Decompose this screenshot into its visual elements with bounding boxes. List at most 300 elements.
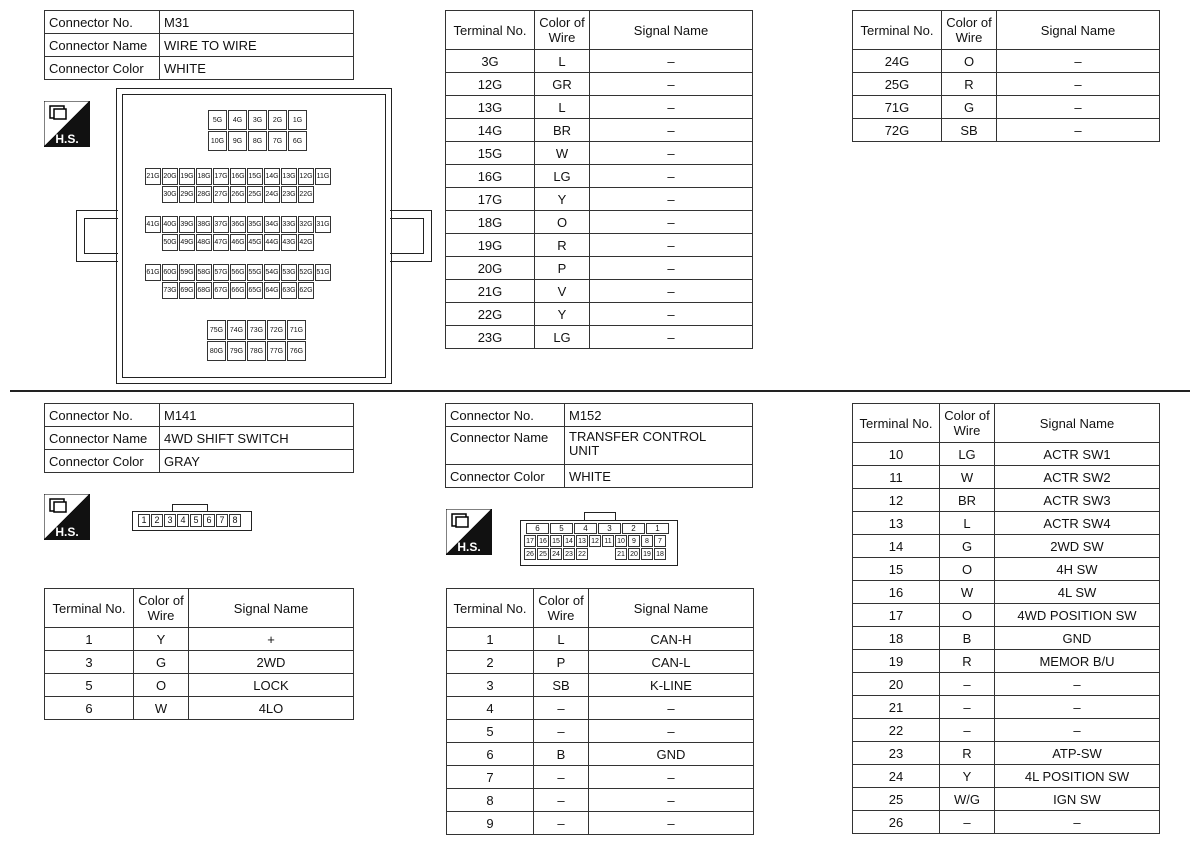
connector-pin: 72G <box>267 320 286 340</box>
wire-color-cell: W <box>940 466 995 489</box>
terminal-no-cell: 1 <box>447 628 534 651</box>
connector-pin: 5 <box>190 514 202 527</box>
connector-pin: 10G <box>208 131 227 151</box>
connector-pin: 4 <box>574 523 597 534</box>
wire-color-header: Color of Wire <box>534 589 589 628</box>
signal-name-header: Signal Name <box>997 11 1160 50</box>
table-row <box>853 466 1160 489</box>
wire-color-cell: – <box>940 719 995 742</box>
connector-pin: 16G <box>230 168 246 185</box>
connector-color-value: WHITE <box>160 57 354 80</box>
table-row <box>446 234 753 257</box>
terminal-no-cell: 12G <box>446 73 535 96</box>
wire-color-cell: W <box>535 142 590 165</box>
wire-color-cell: – <box>534 766 589 789</box>
connector-pin: 25G <box>247 186 263 203</box>
connector-color-value: GRAY <box>160 450 354 473</box>
wire-color-cell: Y <box>940 765 995 788</box>
connector-pin: 4G <box>228 110 247 130</box>
signal-name-cell: – <box>995 696 1160 719</box>
connector-pin: 7 <box>216 514 228 527</box>
table-row <box>853 50 1160 73</box>
wire-color-cell: Y <box>535 188 590 211</box>
table-row <box>446 165 753 188</box>
signal-name-cell: – <box>590 119 753 142</box>
terminal-no-cell: 18 <box>853 627 940 650</box>
table-row <box>45 628 354 651</box>
wire-color-header: Color of Wire <box>940 404 995 443</box>
signal-name-cell: – <box>590 326 753 349</box>
table-row <box>853 489 1160 512</box>
terminal-no-cell: 9 <box>447 812 534 835</box>
signal-name-cell: – <box>590 165 753 188</box>
signal-name-cell: – <box>590 234 753 257</box>
connector-pin: 80G <box>207 341 226 361</box>
terminal-no-header: Terminal No. <box>853 11 942 50</box>
signal-name-cell: – <box>997 119 1160 142</box>
wire-color-cell: LG <box>535 165 590 188</box>
signal-name-cell: – <box>997 96 1160 119</box>
connector-pin: 73G <box>247 320 266 340</box>
terminal-no-cell: 19G <box>446 234 535 257</box>
signal-name-cell: – <box>589 789 754 812</box>
harness-side-icon <box>446 509 492 555</box>
connector-pin: 35G <box>247 216 263 233</box>
connector-pin: 12G <box>298 168 314 185</box>
signal-name-cell: – <box>995 673 1160 696</box>
connector-pin: 66G <box>230 282 246 299</box>
terminal-no-cell: 14 <box>853 535 940 558</box>
table-row <box>853 719 1160 742</box>
connector-pin: 47G <box>213 234 229 251</box>
connector-pin: 3 <box>598 523 621 534</box>
connector-pin: 52G <box>298 264 314 281</box>
connector-pin: 11 <box>602 535 614 547</box>
connector-pin: 9G <box>228 131 247 151</box>
signal-name-cell: MEMOR B/U <box>995 650 1160 673</box>
signal-name-cell: – <box>590 188 753 211</box>
connector-no-label: Connector No. <box>45 11 160 34</box>
terminal-no-cell: 20G <box>446 257 535 280</box>
hs-label: H.S. <box>457 540 481 554</box>
terminal-no-header: Terminal No. <box>447 589 534 628</box>
connector-pin: 6G <box>288 131 307 151</box>
connector-pin: 51G <box>315 264 331 281</box>
connector-pin: 26G <box>230 186 246 203</box>
table-row <box>447 720 754 743</box>
connector-pin: 4 <box>177 514 189 527</box>
terminal-no-cell: 15G <box>446 142 535 165</box>
terminal-no-cell: 3G <box>446 50 535 73</box>
terminal-no-cell: 24 <box>853 765 940 788</box>
connector-pin: 8 <box>229 514 241 527</box>
table-row <box>853 673 1160 696</box>
wire-color-cell: BR <box>535 119 590 142</box>
connector-pin: 23G <box>281 186 297 203</box>
connector-pin: 18 <box>654 548 666 560</box>
terminal-no-cell: 4 <box>447 697 534 720</box>
terminal-no-cell: 12 <box>853 489 940 512</box>
signal-name-cell: – <box>590 280 753 303</box>
terminal-no-cell: 13 <box>853 512 940 535</box>
wire-color-cell: O <box>535 211 590 234</box>
terminal-no-cell: 72G <box>853 119 942 142</box>
wire-color-cell: – <box>940 673 995 696</box>
table-row <box>853 604 1160 627</box>
signal-name-cell: ACTR SW4 <box>995 512 1160 535</box>
connector-no-label: Connector No. <box>45 404 160 427</box>
connector-pin: 63G <box>281 282 297 299</box>
connector-pin: 1 <box>646 523 669 534</box>
table-row <box>853 811 1160 834</box>
connector-pin: 33G <box>281 216 297 233</box>
terminal-no-cell: 23G <box>446 326 535 349</box>
connector-no-label: Connector No. <box>446 404 565 427</box>
terminal-no-cell: 21G <box>446 280 535 303</box>
signal-name-cell: 4WD POSITION SW <box>995 604 1160 627</box>
signal-name-cell: 4L POSITION SW <box>995 765 1160 788</box>
connector-pin: 15G <box>247 168 263 185</box>
connector-pin: 17G <box>213 168 229 185</box>
connector-pin: 69G <box>179 282 195 299</box>
terminal-no-cell: 25G <box>853 73 942 96</box>
signal-name-cell: ACTR SW2 <box>995 466 1160 489</box>
signal-name-header: Signal Name <box>995 404 1160 443</box>
table-row <box>447 743 754 766</box>
wire-color-header: Color of Wire <box>535 11 590 50</box>
terminal-no-cell: 19 <box>853 650 940 673</box>
signal-name-cell: ATP-SW <box>995 742 1160 765</box>
connector-color-value: WHITE <box>565 465 753 488</box>
m152-info-table <box>445 403 753 488</box>
table-row <box>853 765 1160 788</box>
connector-name-label: Connector Name <box>446 427 565 465</box>
signal-name-cell: – <box>589 812 754 835</box>
table-row <box>446 119 753 142</box>
signal-name-cell: + <box>189 628 354 651</box>
signal-name-cell: – <box>590 50 753 73</box>
connector-pin: 1G <box>288 110 307 130</box>
section-divider <box>10 390 1190 392</box>
wire-color-cell: R <box>535 234 590 257</box>
terminal-no-header: Terminal No. <box>853 404 940 443</box>
m152-terminal-table-b <box>852 403 1160 834</box>
connector-pin: 44G <box>264 234 280 251</box>
connector-pin: 34G <box>264 216 280 233</box>
connector-pin: 43G <box>281 234 297 251</box>
terminal-no-cell: 8 <box>447 789 534 812</box>
signal-name-cell: GND <box>995 627 1160 650</box>
connector-pin: 27G <box>213 186 229 203</box>
wire-color-cell: SB <box>942 119 997 142</box>
table-row <box>446 50 753 73</box>
table-row <box>853 558 1160 581</box>
connector-pin: 58G <box>196 264 212 281</box>
terminal-no-cell: 22G <box>446 303 535 326</box>
wire-color-cell: B <box>534 743 589 766</box>
connector-pin: 6 <box>203 514 215 527</box>
connector-pin: 32G <box>298 216 314 233</box>
table-row <box>446 303 753 326</box>
terminal-no-cell: 23 <box>853 742 940 765</box>
connector-pin: 53G <box>281 264 297 281</box>
signal-name-cell: 4L SW <box>995 581 1160 604</box>
table-row <box>853 581 1160 604</box>
wire-color-cell: – <box>534 812 589 835</box>
connector-color-label: Connector Color <box>45 57 160 80</box>
wire-color-cell: O <box>940 604 995 627</box>
connector-pin: 22G <box>298 186 314 203</box>
signal-name-header: Signal Name <box>189 589 354 628</box>
terminal-no-cell: 6 <box>45 697 134 720</box>
wire-color-cell: LG <box>940 443 995 466</box>
table-row <box>446 257 753 280</box>
connector-name-label: Connector Name <box>45 34 160 57</box>
terminal-no-cell: 25 <box>853 788 940 811</box>
wire-color-cell: L <box>940 512 995 535</box>
connector-pin: 12 <box>589 535 601 547</box>
terminal-no-cell: 11 <box>853 466 940 489</box>
connector-pin: 78G <box>247 341 266 361</box>
signal-name-cell: – <box>589 720 754 743</box>
connector-pin: 25 <box>537 548 549 560</box>
wire-color-cell: P <box>534 651 589 674</box>
connector-pin: 74G <box>227 320 246 340</box>
table-row <box>853 119 1160 142</box>
connector-pin: 67G <box>213 282 229 299</box>
connector-pin: 1 <box>138 514 150 527</box>
terminal-no-cell: 15 <box>853 558 940 581</box>
terminal-no-cell: 10 <box>853 443 940 466</box>
table-row <box>853 788 1160 811</box>
connector-pin: 18G <box>196 168 212 185</box>
signal-name-cell: – <box>995 811 1160 834</box>
connector-pin: 20G <box>162 168 178 185</box>
connector-no-value: M152 <box>565 404 753 427</box>
terminal-no-cell: 5 <box>45 674 134 697</box>
hs-label: H.S. <box>55 525 79 539</box>
wire-color-cell: G <box>134 651 189 674</box>
connector-name-label: Connector Name <box>45 427 160 450</box>
wire-color-cell: – <box>534 720 589 743</box>
connector-pin: 49G <box>179 234 195 251</box>
connector-pin: 6 <box>526 523 549 534</box>
connector-pin: 7 <box>654 535 666 547</box>
connector-pin: 54G <box>264 264 280 281</box>
connector-pin: 46G <box>230 234 246 251</box>
connector-pin: 76G <box>287 341 306 361</box>
connector-pin: 65G <box>247 282 263 299</box>
connector-pin: 40G <box>162 216 178 233</box>
wire-color-cell: W <box>940 581 995 604</box>
table-row <box>853 443 1160 466</box>
m31-terminal-table-b <box>852 10 1160 142</box>
harness-side-icon <box>44 101 90 147</box>
connector-pin: 41G <box>145 216 161 233</box>
terminal-no-cell: 16G <box>446 165 535 188</box>
signal-name-cell: – <box>590 73 753 96</box>
connector-pin: 36G <box>230 216 246 233</box>
connector-pin: 24 <box>550 548 562 560</box>
signal-name-header: Signal Name <box>590 11 753 50</box>
wire-color-cell: GR <box>535 73 590 96</box>
table-row <box>447 697 754 720</box>
terminal-no-cell: 1 <box>45 628 134 651</box>
connector-pin: 10 <box>615 535 627 547</box>
terminal-no-cell: 17G <box>446 188 535 211</box>
connector-pin: 13G <box>281 168 297 185</box>
connector-name-value: TRANSFER CONTROL UNIT <box>565 427 753 465</box>
signal-name-cell: ACTR SW1 <box>995 443 1160 466</box>
connector-pin: 59G <box>179 264 195 281</box>
connector-color-label: Connector Color <box>45 450 160 473</box>
table-row <box>853 696 1160 719</box>
m31-info-table <box>44 10 354 80</box>
signal-name-cell: – <box>590 142 753 165</box>
connector-pin: 29G <box>179 186 195 203</box>
terminal-no-header: Terminal No. <box>45 589 134 628</box>
connector-pin: 11G <box>315 168 331 185</box>
connector-pin: 71G <box>287 320 306 340</box>
table-row <box>853 650 1160 673</box>
table-row <box>853 512 1160 535</box>
wire-color-cell: Y <box>134 628 189 651</box>
connector-pin: 57G <box>213 264 229 281</box>
terminal-no-header: Terminal No. <box>446 11 535 50</box>
signal-name-cell: – <box>995 719 1160 742</box>
signal-name-cell: CAN-H <box>589 628 754 651</box>
terminal-no-cell: 3 <box>45 651 134 674</box>
wire-color-cell: – <box>940 811 995 834</box>
wire-color-cell: L <box>535 50 590 73</box>
terminal-no-cell: 20 <box>853 673 940 696</box>
terminal-no-cell: 2 <box>447 651 534 674</box>
signal-name-cell: – <box>590 211 753 234</box>
terminal-no-cell: 17 <box>853 604 940 627</box>
terminal-no-cell: 18G <box>446 211 535 234</box>
connector-pin: 14 <box>563 535 575 547</box>
signal-name-header: Signal Name <box>589 589 754 628</box>
signal-name-cell: 4H SW <box>995 558 1160 581</box>
connector-pin: 9 <box>628 535 640 547</box>
signal-name-cell: – <box>589 697 754 720</box>
table-row <box>446 73 753 96</box>
table-row <box>45 674 354 697</box>
connector-pin: 17 <box>524 535 536 547</box>
table-row <box>446 280 753 303</box>
connector-pin: 77G <box>267 341 286 361</box>
connector-pin: 23 <box>563 548 575 560</box>
wire-color-cell: R <box>940 650 995 673</box>
wire-color-cell: – <box>534 697 589 720</box>
table-row <box>446 188 753 211</box>
wire-color-cell: LG <box>535 326 590 349</box>
connector-pin: 3 <box>164 514 176 527</box>
connector-pin: 22 <box>576 548 588 560</box>
table-row <box>45 697 354 720</box>
terminal-no-cell: 6 <box>447 743 534 766</box>
signal-name-cell: – <box>997 50 1160 73</box>
terminal-no-cell: 3 <box>447 674 534 697</box>
connector-pin: 2G <box>268 110 287 130</box>
connector-pin: 68G <box>196 282 212 299</box>
connector-color-label: Connector Color <box>446 465 565 488</box>
wire-color-cell: O <box>134 674 189 697</box>
wire-color-cell: G <box>940 535 995 558</box>
connector-pin: 56G <box>230 264 246 281</box>
wire-color-cell: G <box>942 96 997 119</box>
terminal-no-cell: 16 <box>853 581 940 604</box>
connector-pin: 37G <box>213 216 229 233</box>
connector-pin: 39G <box>179 216 195 233</box>
connector-pin: 19 <box>641 548 653 560</box>
connector-pin: 5 <box>550 523 573 534</box>
connector-pin: 30G <box>162 186 178 203</box>
wire-color-cell: L <box>535 96 590 119</box>
wire-color-cell: BR <box>940 489 995 512</box>
connector-pin: 64G <box>264 282 280 299</box>
hs-label: H.S. <box>55 132 79 146</box>
wire-color-cell: O <box>942 50 997 73</box>
table-row <box>853 73 1160 96</box>
terminal-no-cell: 71G <box>853 96 942 119</box>
connector-pin: 8G <box>248 131 267 151</box>
signal-name-cell: IGN SW <box>995 788 1160 811</box>
connector-pin: 16 <box>537 535 549 547</box>
table-row <box>447 812 754 835</box>
table-row <box>447 628 754 651</box>
connector-pin: 13 <box>576 535 588 547</box>
connector-pin: 7G <box>268 131 287 151</box>
connector-pin: 2 <box>151 514 163 527</box>
wire-color-cell: Y <box>535 303 590 326</box>
m141-terminal-table <box>44 588 354 720</box>
table-row <box>447 674 754 697</box>
wire-color-cell: R <box>940 742 995 765</box>
connector-pin: 50G <box>162 234 178 251</box>
signal-name-cell: K-LINE <box>589 674 754 697</box>
connector-pin: 60G <box>162 264 178 281</box>
table-row <box>447 789 754 812</box>
connector-pin: 42G <box>298 234 314 251</box>
signal-name-cell: – <box>997 73 1160 96</box>
wire-color-cell: R <box>942 73 997 96</box>
terminal-no-cell: 22 <box>853 719 940 742</box>
signal-name-cell: 2WD <box>189 651 354 674</box>
connector-pin: 45G <box>247 234 263 251</box>
connector-pin: 2 <box>622 523 645 534</box>
connector-pin: 28G <box>196 186 212 203</box>
table-row <box>446 96 753 119</box>
connector-pin: 24G <box>264 186 280 203</box>
signal-name-cell: LOCK <box>189 674 354 697</box>
connector-name-value: 4WD SHIFT SWITCH <box>160 427 354 450</box>
wire-color-cell: SB <box>534 674 589 697</box>
connector-pin: 20 <box>628 548 640 560</box>
table-row <box>853 742 1160 765</box>
table-row <box>853 96 1160 119</box>
terminal-no-cell: 5 <box>447 720 534 743</box>
wire-color-header: Color of Wire <box>134 589 189 628</box>
signal-name-cell: – <box>589 766 754 789</box>
connector-pin: 26 <box>524 548 536 560</box>
signal-name-cell: 4LO <box>189 697 354 720</box>
connector-name-value: WIRE TO WIRE <box>160 34 354 57</box>
connector-pin: 55G <box>247 264 263 281</box>
table-row <box>853 627 1160 650</box>
connector-pin: 15 <box>550 535 562 547</box>
table-row <box>447 651 754 674</box>
